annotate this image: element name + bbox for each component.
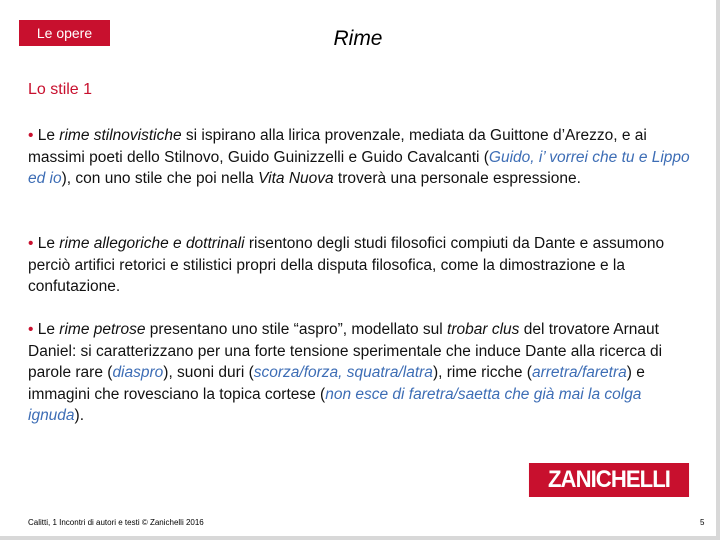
slide-title: Rime	[333, 27, 383, 50]
section-heading: Lo stile 1	[28, 81, 93, 98]
text: ), rime ricche (	[432, 364, 532, 381]
emphasis: rime stilnovistiche	[59, 127, 182, 144]
emphasis: trobar clus	[447, 321, 520, 338]
text: Le	[33, 235, 60, 252]
text: Le	[33, 127, 60, 144]
citation: diaspro	[112, 364, 164, 381]
section-tag: Le opere	[19, 20, 110, 46]
citation: arretra/faretra	[531, 364, 627, 381]
page-number: 5	[700, 518, 705, 527]
text: risentono degli studi filosofici compiuti da Dante e assumono perciò artifici retorici e stilistici propri della disputa filosofica, come la dimostrazione e la confutazione.	[28, 235, 665, 295]
text: ).	[74, 407, 85, 424]
text: troverà una personale espressione.	[333, 170, 581, 187]
paragraph-3	[28, 319, 698, 427]
emphasis: Vita Nuova	[258, 170, 334, 187]
citation: Guido, i’ vorrei che tu e Lippo ed io	[28, 148, 690, 187]
text: del trovatore Arnaut Daniel: si caratterizzano per una forte tensione sperimentale che induce Dante alla ricerca di parole rare (	[28, 321, 663, 381]
text: ) e immagini che rovesciano la topica cortese (	[28, 364, 645, 403]
publisher-logo: ZANICHELLI	[529, 463, 689, 497]
emphasis: rime allegoriche e dottrinali	[59, 235, 245, 252]
bullet: •	[28, 235, 34, 252]
citation: non esce di faretra/saetta che già mai la colga ignuda	[28, 385, 642, 424]
emphasis: rime petrose	[59, 321, 146, 338]
bullet: •	[28, 321, 34, 338]
text: si ispirano alla lirica provenzale, mediata da Guittone d’Arezzo, e ai massimi poeti dello Stilnovo, Guido Guinizzelli e Guido Cavalcanti (	[28, 127, 647, 166]
footer-credit: Calitti, 1 Incontri di autori e testi © Zanichelli 2016	[28, 518, 204, 527]
text: Le	[33, 321, 60, 338]
text: ), suoni duri (	[163, 364, 254, 381]
text: presentano uno stile “aspro”, modellato sul	[145, 321, 448, 338]
paragraph-1	[28, 125, 698, 190]
bullet: •	[28, 127, 34, 144]
paragraph-2	[28, 233, 698, 298]
text: ), con uno stile che poi nella	[61, 170, 259, 187]
citation: scorza/forza, squatra/latra	[253, 364, 433, 381]
